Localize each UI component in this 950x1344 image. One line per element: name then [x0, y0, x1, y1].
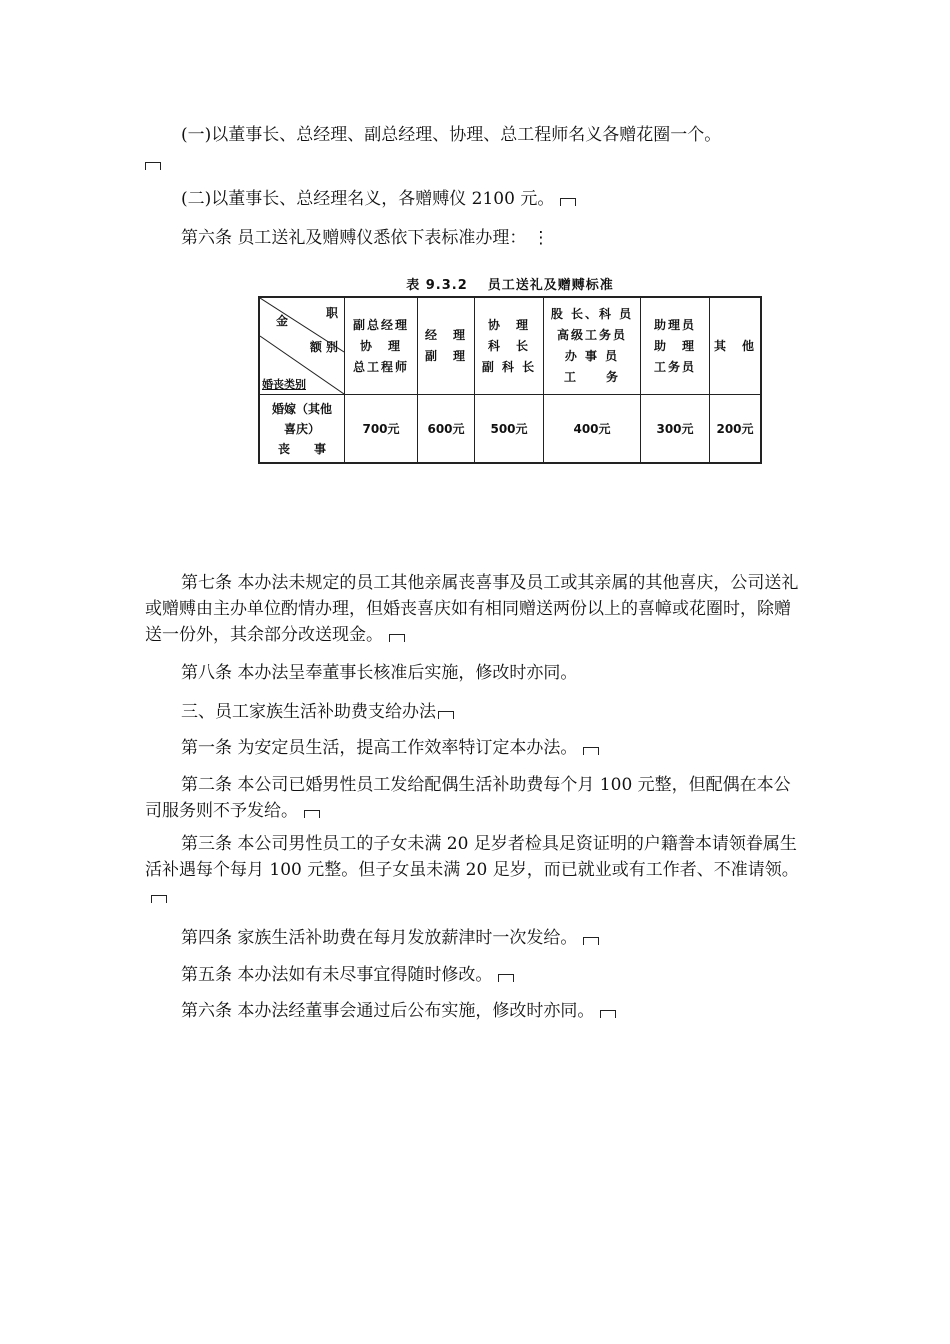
header-clerk: 股 长、科 员 高级工务员 办 事 员 工 务: [544, 297, 641, 395]
paragraph-mark-icon: [560, 198, 576, 206]
paragraph-article-8: 第八条 本办法呈奉董事长核准后实施，修改时亦同。: [181, 663, 578, 683]
header-assistant: 助理员 助 理 工务员: [641, 297, 710, 395]
paragraph-article-4: 第四条 家族生活补助费在每月发放薪津时一次发给。: [145, 925, 807, 951]
header-manager: 经 理 副 理: [418, 297, 475, 395]
value-cell: 700元: [345, 395, 418, 464]
header-section-chief: 协 理 科 长 副 科 长: [475, 297, 544, 395]
paragraph-article-2: 第二条 本公司已婚男性员工发给配偶生活补助费每个月 100 元整，但配偶在本公司服务则不予发给。: [145, 775, 791, 821]
paragraph-wreath: (一)以董事长、总经理、副总经理、协理、总工程师名义各赠花圈一个。: [181, 125, 722, 145]
paragraph-article-6: 第六条 员工送礼及赠赙仪悉依下表标准办理： ⋮: [181, 228, 550, 248]
header-others: 其 他: [710, 297, 762, 395]
paragraph-article-5: 第五条 本办法如有未尽事宜得随时修改。: [145, 962, 807, 988]
ellipsis-mark-icon: ⋮: [532, 228, 550, 248]
table-corner-cell: 金 职 额 别 婚丧类别: [259, 297, 345, 395]
table-caption: 表 9.3.2 员工送礼及赠赙标准: [406, 278, 614, 293]
paragraph-mark-icon: [583, 747, 599, 755]
value-cell: 600元: [418, 395, 475, 464]
paragraph-mark-icon: [389, 634, 405, 642]
gift-standard-table: [258, 296, 762, 464]
row-label-cell: 婚嫁（其他 喜庆） 丧 事: [259, 395, 345, 464]
paragraph-mark-icon: [583, 937, 599, 945]
paragraph-article-6b: 第六条 本办法经董事会通过后公布实施，修改时亦同。: [145, 998, 807, 1024]
paragraph-mark-icon: [151, 895, 167, 903]
value-cell: 200元: [710, 395, 762, 464]
value-cell: 400元: [544, 395, 641, 464]
paragraph-mark-icon: [438, 711, 454, 719]
paragraph-mark-icon: [600, 1010, 616, 1018]
value-cell: 300元: [641, 395, 710, 464]
paragraph-mark-icon: [304, 810, 320, 818]
table-row: [259, 395, 761, 464]
paragraph-mark-icon: [498, 974, 514, 982]
paragraph-condolence-money: (二)以董事长、总经理名义，各赠赙仪 2100 元。: [145, 186, 807, 212]
paragraph-article-1: 第一条 为安定员生活，提高工作效率特订定本办法。: [145, 735, 807, 761]
table-header-row: [259, 297, 761, 395]
paragraph-article-7: 第七条 本办法未规定的员工其他亲属丧喜事及员工或其亲属的其他喜庆，公司送礼或赠赙由主办单位酌情办理，但婚丧喜庆如有相同赠送两份以上的喜幛或花圈时，除赠送一份外，其余部分改送现金。: [145, 573, 799, 645]
section-heading: 三、员工家族生活补助费支给办法: [145, 699, 807, 725]
value-cell: 500元: [475, 395, 544, 464]
header-deputy-gm: 副总经理 协 理 总工程师: [345, 297, 418, 395]
paragraph-article-3: 第三条 本公司男性员工的子女未满 20 足岁者检具足资证明的户籍誊本请领眷属生活补遇每个每月 100 元整。但子女虽未满 20 足岁，而已就业或有工作者、不准请领。: [145, 831, 807, 909]
paragraph-mark-icon: [145, 162, 161, 170]
